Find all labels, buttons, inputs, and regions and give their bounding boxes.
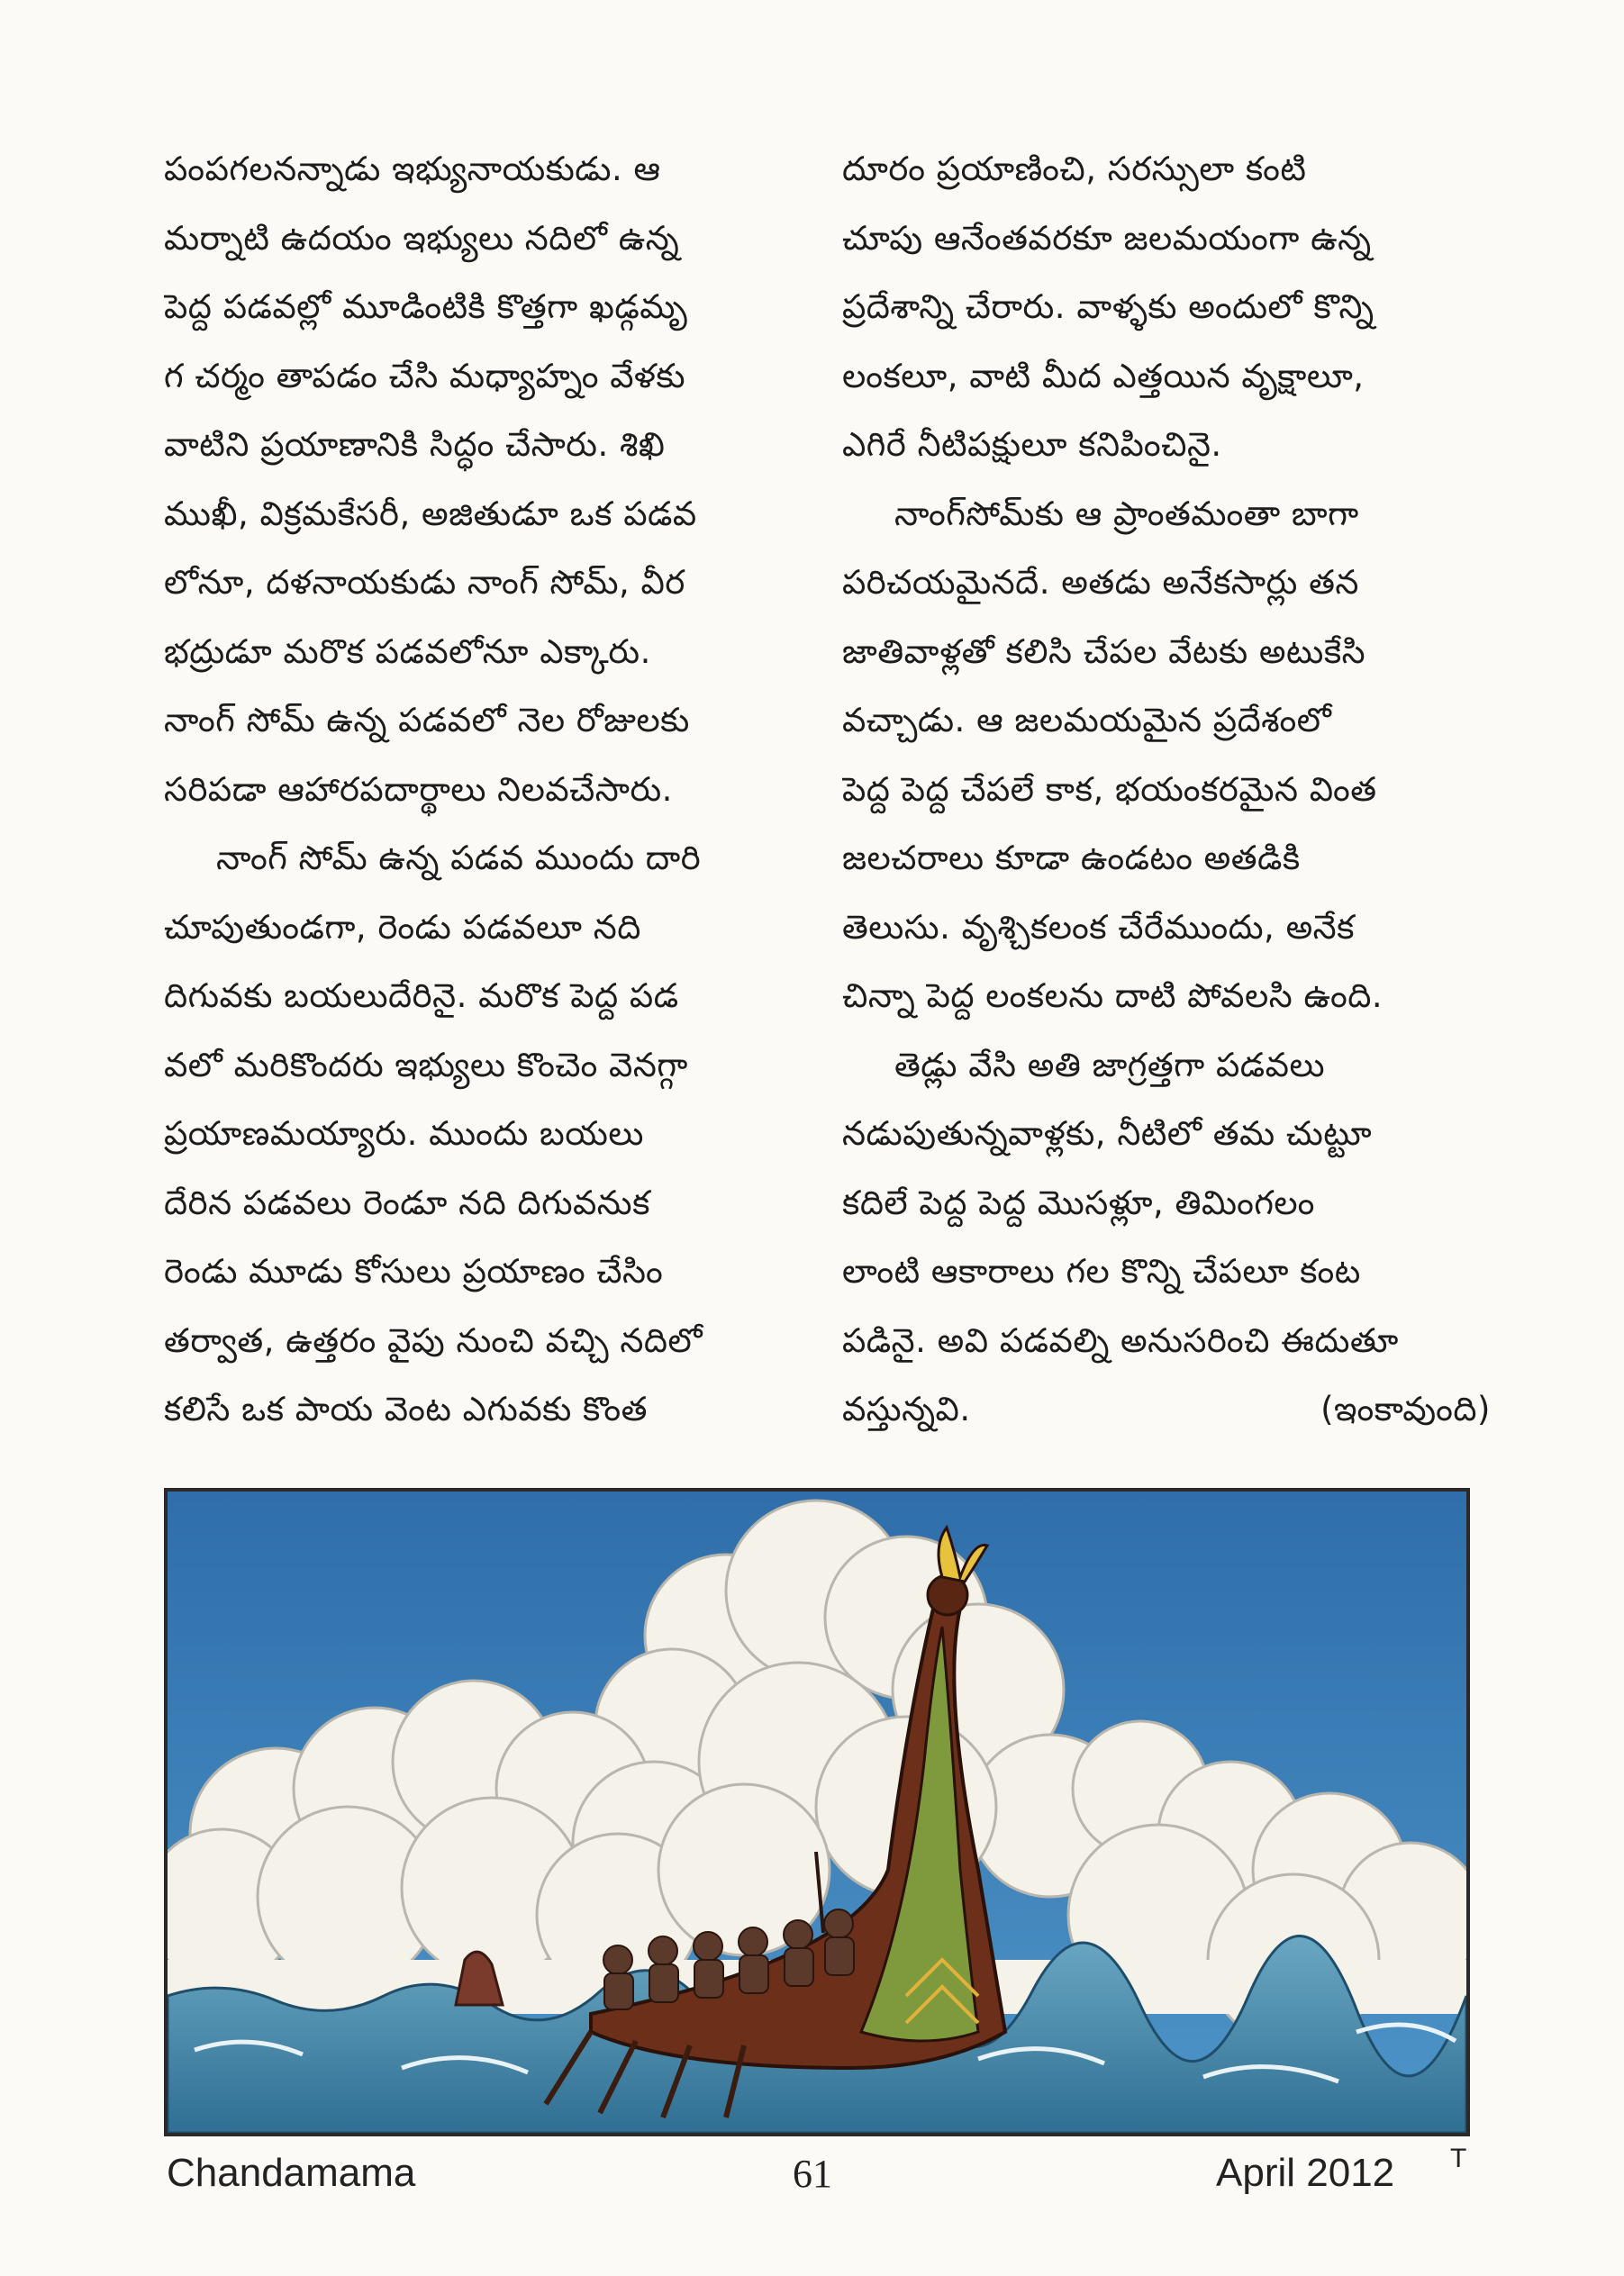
text-line: కదిలే పెద్ద పెద్ద మొసళ్లూ, తిమింగలం xyxy=(842,1183,1315,1222)
text-line: ఎగిరే నీటిపక్షులూ కనిపించినై. xyxy=(842,425,1222,464)
text-line: జాతివాళ్లతో కలిసి చేపల వేటకు అటుకేసి xyxy=(842,631,1366,671)
text-line: ప్రదేశాన్ని చేరారు. వాళ్ళకు అందులో కొన్ని xyxy=(842,287,1375,326)
text-line: మర్నాటి ఉదయం ఇభ్యులు నదిలో ఉన్న xyxy=(164,218,680,258)
text-line: లంకలూ, వాటి మీద ఎత్తయిన వృక్షాలూ, xyxy=(842,356,1365,395)
text-line: పెద్ద పెద్ద చేపలే కాక, భయంకరమైన వింత xyxy=(842,769,1377,809)
text-line: తర్వాత, ఉత్తరం వైపు నుంచి వచ్చి నదిలో xyxy=(164,1320,703,1360)
text-line: నడుపుతున్నవాళ్లకు, నీటిలో తమ చుట్టూ xyxy=(842,1114,1373,1153)
text-line: తెడ్లు వేసి అతి జాగ్రత్తగా పడవలు xyxy=(894,1045,1325,1084)
text-line: దిగువకు బయలుదేరినై. మరొక పెద్ద పడ xyxy=(164,976,679,1015)
text-line: దూరం ప్రయాణించి, సరస్సులా కంటి xyxy=(842,150,1307,188)
text-line: పంపగలనన్నాడు ఇభ్యునాయకుడు. ఆ xyxy=(164,150,661,188)
text-line: చిన్నా పెద్ద లంకలను దాటి పోవలసి ఉంది. xyxy=(842,976,1384,1015)
text-line: లాంటి ఆకారాలు గల కొన్ని చేపలూ కంట xyxy=(842,1252,1361,1291)
magazine-name: Chandamama xyxy=(167,2151,416,2195)
text-line: నాంగ్ సోమ్ ఉన్న పడవ ముందు దారి xyxy=(216,839,702,877)
text-line: లోనూ, దళనాయకుడు నాంగ్ సోమ్, వీర xyxy=(164,563,685,602)
closing-line-text: వస్తున్నవి. xyxy=(842,1390,971,1428)
continued-marker: (ఇంకావుంది) xyxy=(1320,1390,1491,1428)
text-line: తెలుసు. వృశ్చికలంక చేరేముందు, అనేక xyxy=(842,907,1355,947)
text-line: రెండు మూడు కోసులు ప్రయాణం చేసిం xyxy=(164,1252,664,1291)
text-line: జలచరాలు కూడా ఉండటం అతడికి xyxy=(842,839,1301,877)
closing-line xyxy=(842,1375,1491,1445)
text-line: నాంగ్ సోమ్ ఉన్న పడవలో నెల రోజులకు xyxy=(164,701,690,739)
text-line: వచ్చాడు. ఆ జలమయమైన ప్రదేశంలో xyxy=(842,701,1332,739)
text-line: వలో మరికొందరు ఇభ్యులు కొంచెం వెనగ్గా xyxy=(164,1045,688,1084)
text-column-right xyxy=(842,135,1491,1445)
text-line: గ చర్మం తాపడం చేసి మధ్యాహ్నం వేళకు xyxy=(164,356,686,395)
text-line: చూపు ఆనేంతవరకూ జలమయంగా ఉన్న xyxy=(842,218,1372,258)
text-line: కలిసే ఒక పాయ వెంట ఎగువకు కొంత xyxy=(164,1390,648,1428)
text-line: దేరిన పడవలు రెండూ నది దిగువనుక xyxy=(164,1183,650,1222)
text-line: పడినై. అవి పడవల్ని అనుసరించి ఈదుతూ xyxy=(842,1320,1399,1360)
print-mark: T xyxy=(1450,2144,1467,2173)
boat-scene-image xyxy=(168,1492,1466,2133)
page-number: 61 xyxy=(793,2152,832,2196)
text-line: పెద్ద పడవల్లో మూడింటికి కొత్తగా ఖడ్గమృ xyxy=(164,287,688,326)
text-line: ప్రయాణమయ్యారు. ముందు బయలు xyxy=(164,1114,644,1153)
text-line: పరిచయమైనదే. అతడు అనేకసార్లు తన xyxy=(842,563,1359,602)
text-line: సరిపడా ఆహారపదార్థాలు నిలవచేసారు. xyxy=(164,769,673,809)
text-line: వాటిని ప్రయాణానికి సిద్ధం చేసారు. శిఖి xyxy=(164,425,666,464)
text-line: భద్రుడూ మరొక పడవలోనూ ఎక్కారు. xyxy=(164,631,651,671)
text-column-left xyxy=(164,135,812,1445)
text-line: చూపుతుండగా, రెండు పడవలూ నది xyxy=(164,907,641,947)
text-line: నాంగ్‌సోమ్‌కు ఆ ప్రాంతమంతా బాగా xyxy=(894,494,1359,533)
issue-date: April 2012 xyxy=(1216,2151,1395,2195)
story-illustration xyxy=(164,1488,1470,2136)
text-line: ముఖీ, విక్రమకేసరీ, అజితుడూ ఒక పడవ xyxy=(164,494,697,533)
page-footer xyxy=(0,2144,1624,2216)
